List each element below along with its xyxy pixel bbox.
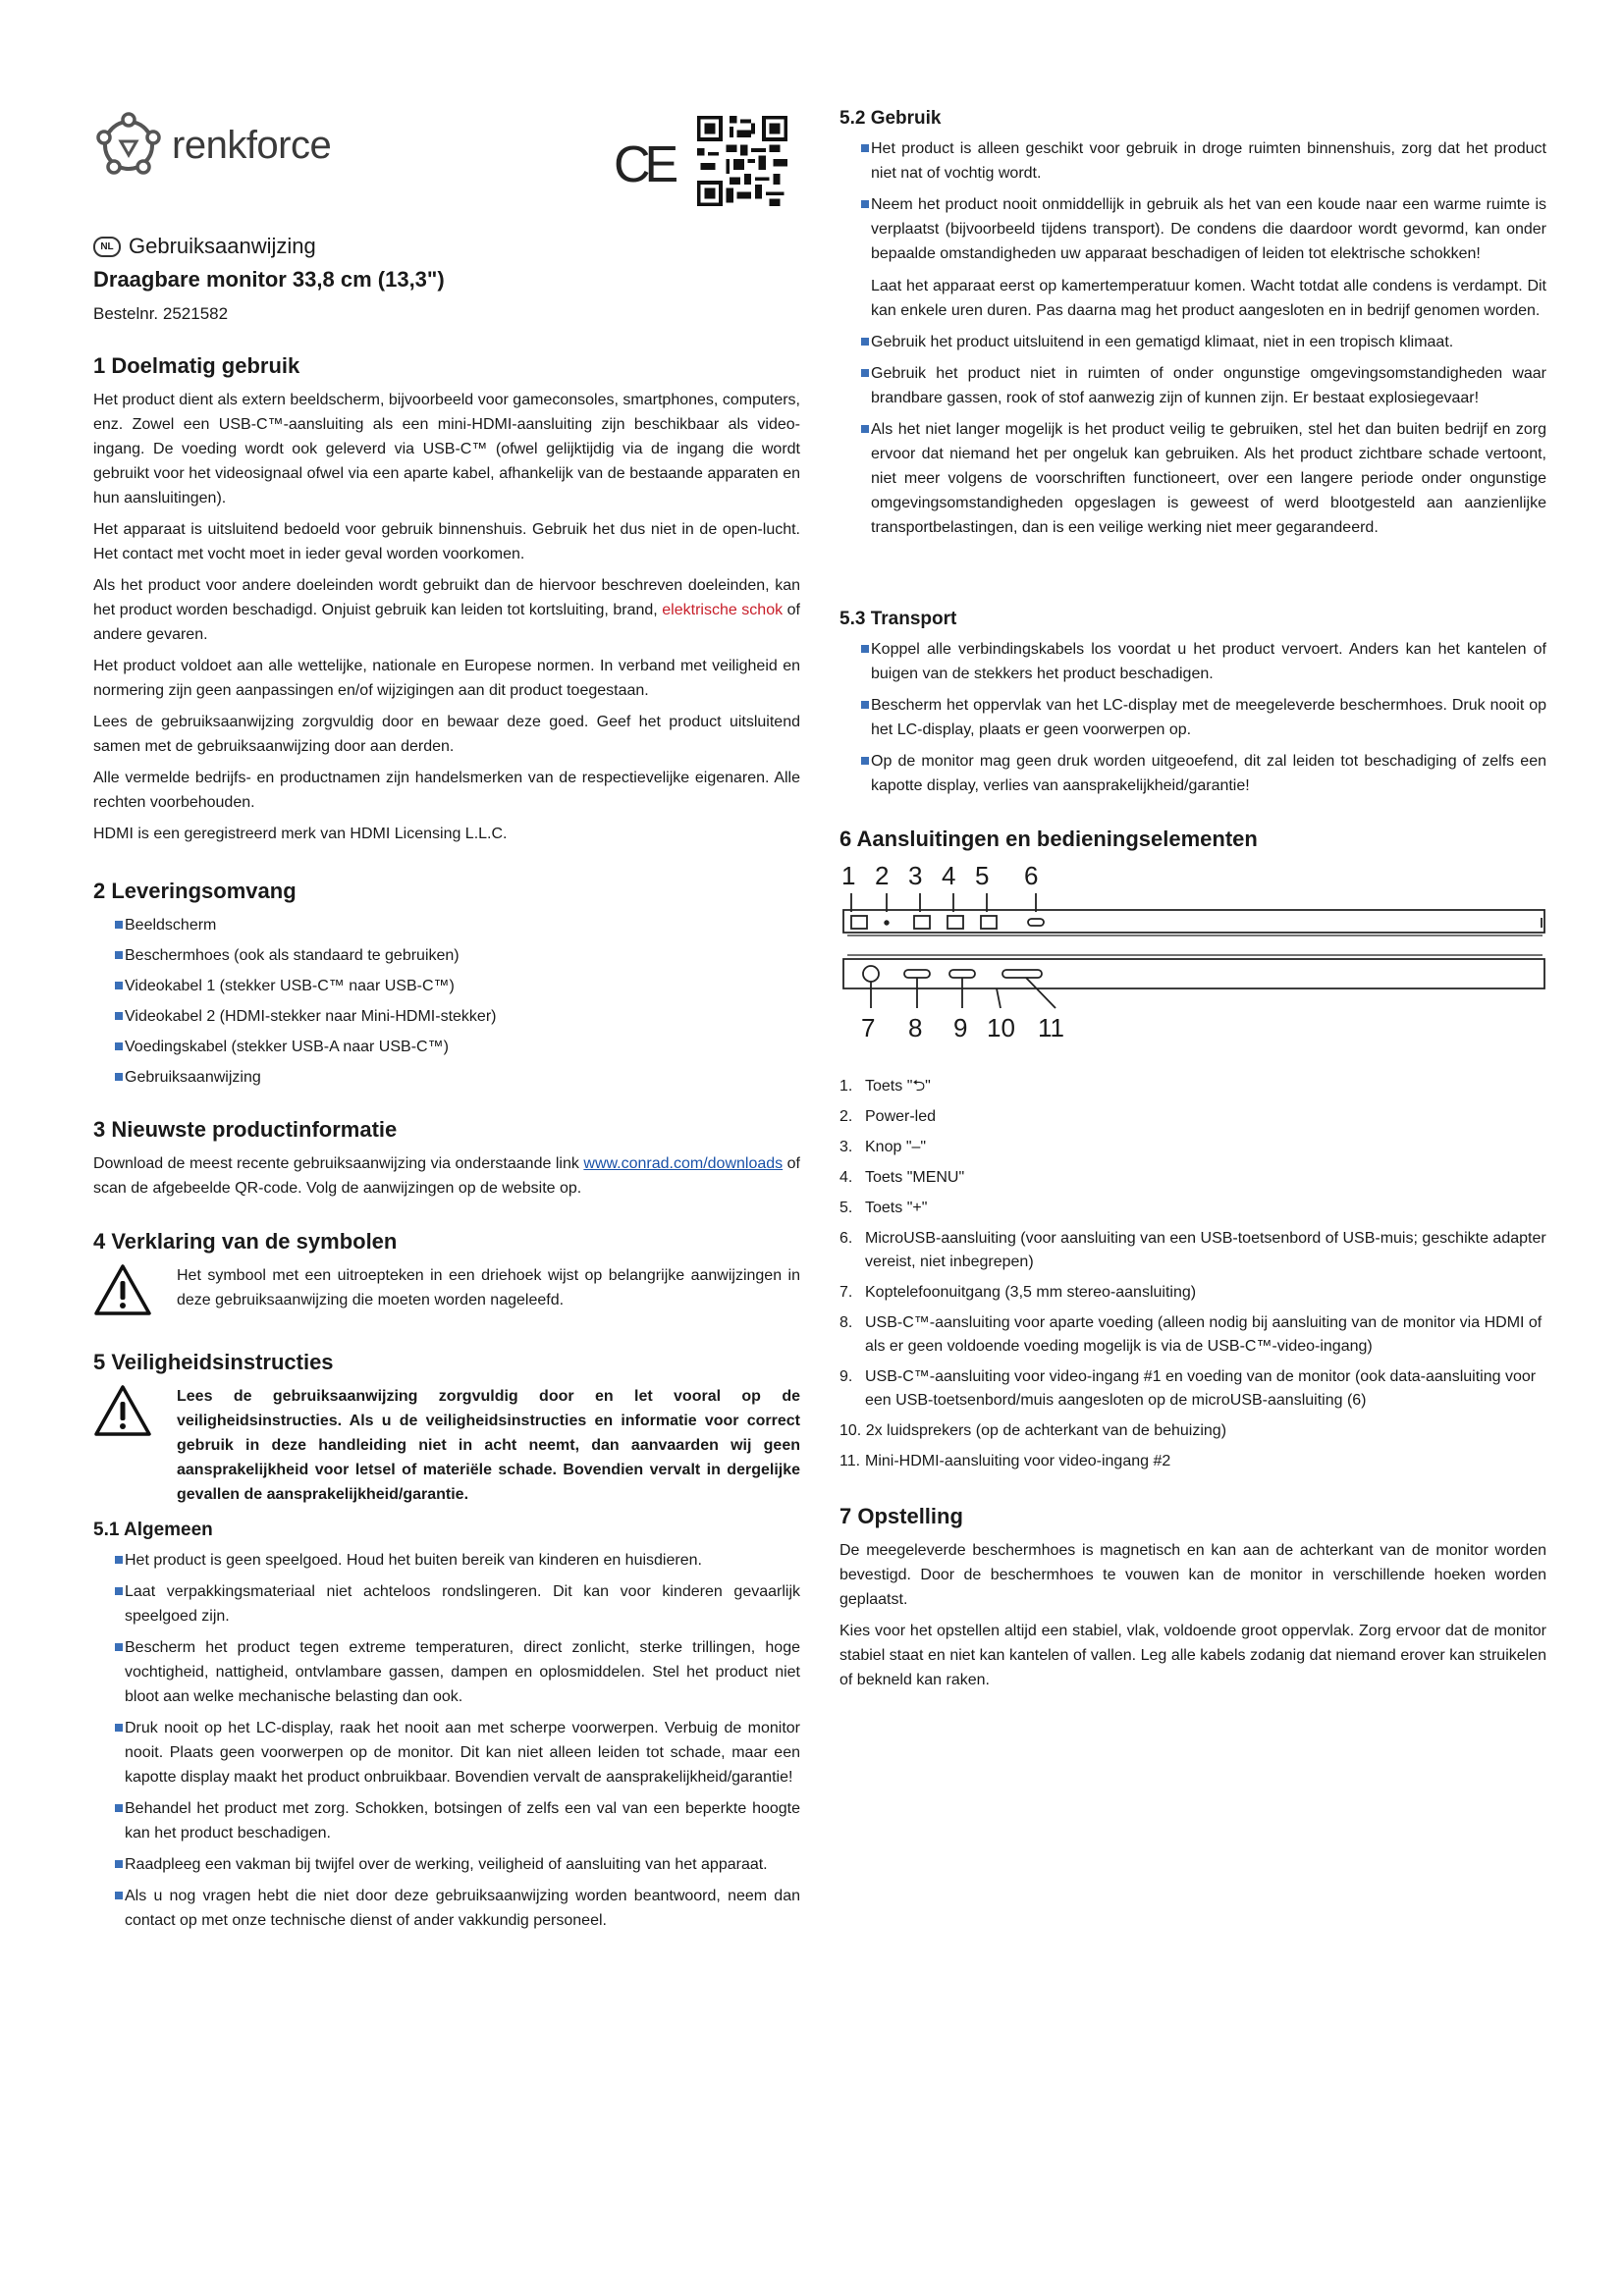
document-type-label: Gebruiksaanwijzing bbox=[129, 234, 316, 258]
section-safety bbox=[93, 1350, 800, 1514]
electric-shock-highlight: elektrische schok bbox=[662, 602, 784, 618]
section-usage bbox=[839, 108, 1546, 547]
diagram-label: 5 bbox=[975, 861, 990, 890]
list-item: Gebruik het product uitsluitend in een gematigd klimaat, niet in een tropisch klimaat. bbox=[839, 330, 1546, 354]
diagram-label: 9 bbox=[953, 1013, 968, 1042]
paragraph: Lees de gebruiksaanwijzing zorgvuldig door en let vooral op de veiligheidsinstructies. Als u de veiligheidsinstructies en informatie voor correct gebruik in deze handleiding niet in acht neemt, dan aanvaarden wij geen aansprakelijkheid voor letsel of materiële schade. Bovendien vervalt in dergelijke gevallen de aansprakelijkheid/garantie. bbox=[177, 1388, 800, 1503]
paragraph: Het product voldoet aan alle wettelijke, nationale en Europese normen. In verband met veiligheid en normering zijn geen aanpassingen en/of wijzigingen aan dit product toegestaan. bbox=[93, 658, 800, 699]
list-item: Druk nooit op het LC-display, raak het nooit aan met scherpe voorwerpen. Verbuig de monitor nooit. Plaats geen voorwerpen op de monitor. Dit kan niet alleen leiden tot schade, maar een kapotte display maakt het product onbruikbaar. Bovendien vervalt de aansprakelijkheid/garantie! bbox=[93, 1716, 800, 1789]
document-type bbox=[93, 234, 316, 259]
bullet-icon bbox=[115, 1892, 123, 1899]
list-item: 3. Knop "–" bbox=[839, 1139, 927, 1155]
bullet-icon bbox=[115, 1724, 123, 1732]
diagram-label: 7 bbox=[861, 1013, 876, 1042]
diagram-label: 8 bbox=[908, 1013, 923, 1042]
bullet-icon bbox=[861, 645, 869, 653]
section-heading: 7 Opstelling bbox=[839, 1504, 963, 1528]
bullet-icon bbox=[115, 982, 123, 989]
bullet-icon bbox=[861, 701, 869, 709]
section-general bbox=[93, 1520, 800, 1940]
section-heading: 1 Doelmatig gebruik bbox=[93, 353, 300, 378]
list-item: Behandel het product met zorg. Schokken, botsingen of zelfs een val van een beperkte hoogte kan het product beschadigen. bbox=[93, 1796, 800, 1845]
connections-list bbox=[839, 1075, 1546, 1473]
list-item: 8. USB-C™-aansluiting voor aparte voeding (alleen nodig bij aansluiting van de monitor via HDMI of als er geen voldoende voeding mogelijk is via de USB-C™-video-ingang) bbox=[839, 1314, 1543, 1355]
bullet-icon bbox=[115, 1073, 123, 1081]
list-item: 6. MicroUSB-aansluiting (voor aansluiting van een USB-toetsenbord of USB-muis; geschikte adapter vereist, niet inbegrepen) bbox=[839, 1230, 1546, 1270]
brand-logo bbox=[93, 110, 331, 181]
paragraph: Het product dient als extern beeldscherm, bijvoorbeeld voor gameconsoles, smartphones, computers, enz. Zowel een USB-C™-aansluiting als een mini-HDMI-aansluiting zijn beschikbaar als video-ingang. De voeding wordt ook geleverd via USB-C™ (ofwel gelijktijdig via de ingang die wordt gebruikt voor het videosignaal ofwel via een aparte kabel, afhankelijk van de bestaande apparaten en hun aansluitingen). bbox=[93, 392, 800, 507]
section-product-info bbox=[93, 1117, 800, 1207]
warning-triangle-icon bbox=[93, 1384, 152, 1437]
section-intended-use bbox=[93, 353, 800, 853]
list-item: Als u nog vragen hebt die niet door deze gebruiksaanwijzing worden beantwoord, neem dan contact op met onze technische dienst of ander vakkundig personeel. bbox=[93, 1884, 800, 1933]
bullet-icon bbox=[861, 338, 869, 346]
list-item: Gebruiksaanwijzing bbox=[93, 1065, 800, 1090]
diagram-label: 3 bbox=[908, 861, 923, 890]
qr-code-icon bbox=[697, 116, 787, 206]
list-item: Beschermhoes (ook als standaard te gebruiken) bbox=[93, 943, 800, 968]
list-item-continuation: Laat het apparaat eerst op kamertemperatuur komen. Wacht totdat alle condens is verdampt. Dit kan enkele uren duren. Pas daarna mag het product aangesloten en in bedrijf genomen worden. bbox=[871, 278, 1546, 319]
delivery-list bbox=[93, 913, 800, 1090]
bullet-icon bbox=[115, 1804, 123, 1812]
section-transport bbox=[839, 609, 1546, 805]
section-heading: 6 Aansluitingen en bedieningselementen bbox=[839, 827, 1258, 851]
paragraph: Het apparaat is uitsluitend bedoeld voor gebruik binnenshuis. Gebruik het dus niet in de open-lucht. Het contact met vocht moet in ieder geval worden voorkomen. bbox=[93, 521, 800, 562]
bullet-icon bbox=[115, 1860, 123, 1868]
bullet-icon bbox=[861, 369, 869, 377]
list-item: 5. Toets "+" bbox=[839, 1200, 928, 1216]
list-item: Raadpleeg een vakman bij twijfel over de werking, veiligheid of aansluiting van het apparaat. bbox=[93, 1852, 800, 1877]
section-heading: 4 Verklaring van de symbolen bbox=[93, 1229, 398, 1254]
list-item: Bescherm het product tegen extreme temperaturen, direct zonlicht, sterke trillingen, hoge vochtigheid, nattigheid, ontvlambare gassen, dampen en oplosmiddelen. Stel het product niet bloot aan welke mechanische belasting dan ook. bbox=[93, 1635, 800, 1709]
section-setup bbox=[839, 1504, 1546, 1699]
paragraph: Download de meest recente gebruiksaanwijzing via onderstaande link www.conrad.com/downloads of scan de afgebeelde QR-code. Volg de aanwijzingen op de website op. bbox=[93, 1155, 800, 1197]
bullet-icon bbox=[861, 425, 869, 433]
paragraph: De meegeleverde beschermhoes is magnetisch en kan aan de achterkant van de monitor worden bevestigd. Door de beschermhoes te vouwen kan de monitor in verschillende hoeken worden geplaatst. bbox=[839, 1542, 1546, 1608]
bullet-icon bbox=[115, 1556, 123, 1564]
diagram-label: 10 bbox=[987, 1013, 1015, 1042]
usage-list bbox=[839, 136, 1546, 540]
diagram-label: 1 bbox=[841, 861, 856, 890]
list-item: Het product is alleen geschikt voor gebruik in droge ruimten binnenshuis, zorg dat het product niet nat of vochtig wordt. bbox=[839, 136, 1546, 186]
paragraph: Lees de gebruiksaanwijzing zorgvuldig door en bewaar deze goed. Geef het product uitsluitend samen met de gebruiksaanwijzing door aan derden. bbox=[93, 714, 800, 755]
list-item: Koppel alle verbindingskabels los voordat u het product vervoert. Anders kan het kantelen of buigen van de stekkers het product beschadigen. bbox=[839, 637, 1546, 686]
left-column bbox=[93, 0, 801, 1929]
transport-list bbox=[839, 637, 1546, 798]
diagram-label: 11 bbox=[1038, 1013, 1064, 1042]
bullet-icon bbox=[115, 921, 123, 929]
subsection-heading: 5.3 Transport bbox=[839, 609, 957, 629]
subsection-heading: 5.1 Algemeen bbox=[93, 1520, 213, 1540]
paragraph: HDMI is een geregistreerd merk van HDMI Licensing L.L.C. bbox=[93, 826, 508, 842]
subsection-heading: 5.2 Gebruik bbox=[839, 108, 942, 129]
bullet-icon bbox=[115, 1587, 123, 1595]
paragraph: Als het product voor andere doeleinden wordt gebruikt dan de hiervoor beschreven doeleinden, kan het product worden beschadigd. Onjuist gebruik kan leiden tot kortsluiting, brand, elektrische schok of andere gevaren. bbox=[93, 577, 801, 643]
list-item: 11. Mini-HDMI-aansluiting voor video-ingang #2 bbox=[839, 1453, 1171, 1469]
section-heading: 3 Nieuwste productinformatie bbox=[93, 1117, 398, 1142]
renkforce-logo-icon bbox=[93, 110, 164, 181]
bullet-icon bbox=[861, 757, 869, 765]
section-heading: 2 Leveringsomvang bbox=[93, 879, 297, 903]
paragraph: Kies voor het opstellen altijd een stabiel, vlak, voldoende groot oppervlak. Zorg ervoor dat de monitor stabiel staat en niet kan kantelen of vallen. Leg alle kabels zodanig dat niemand erover kan struikelen of bekneld kan raken. bbox=[839, 1623, 1546, 1688]
bullet-icon bbox=[115, 1012, 123, 1020]
bullet-icon bbox=[115, 1042, 123, 1050]
downloads-link[interactable]: www.conrad.com/downloads bbox=[583, 1155, 784, 1172]
diagram-label: 6 bbox=[1024, 861, 1039, 890]
ce-mark: CE bbox=[614, 136, 674, 193]
paragraph: Alle vermelde bedrijfs- en productnamen zijn handelsmerken van de respectievelijke eigenaren. Alle rechten voorbehouden. bbox=[93, 770, 800, 811]
list-item: Het product is geen speelgoed. Houd het buiten bereik van kinderen en huisdieren. bbox=[93, 1548, 800, 1573]
list-item: Voedingskabel (stekker USB-A naar USB-C™) bbox=[93, 1035, 800, 1059]
section-connections bbox=[839, 827, 1546, 1480]
header bbox=[93, 0, 800, 323]
list-item: Gebruik het product niet in ruimten of onder ongunstige omgevingsomstandigheden waar brandbare gassen, rook of stof aanwezig zijn of kunnen zijn. Er bestaat explosiegevaar! bbox=[839, 361, 1546, 410]
list-item: Op de monitor mag geen druk worden uitgeoefend, dit zal leiden tot beschadiging of zelfs een kapotte display, verlies van aansprakelijkheid/garantie! bbox=[839, 749, 1546, 798]
list-item: Als het niet langer mogelijk is het product veilig te gebruiken, stel het dan buiten bedrijf en zorg ervoor dat niemand het per ongeluk kan gebruiken. Als het product zichtbare schade vertoont, niet meer volgens de voorschriften functioneert, over een langere periode onder ongunstige omgevingsomstandigheden opgeslagen is geweest of werd blootgesteld aan aanzienlijke transportbelastingen, dan is een veilige werking niet meer gegarandeerd. bbox=[839, 417, 1546, 540]
monitor-diagram bbox=[839, 861, 1546, 1057]
symbol-explanation bbox=[93, 1263, 800, 1326]
list-item: 9. USB-C™-aansluiting voor video-ingang #1 en voeding van de monitor (ook data-aansluiting voor een USB-toetsenbord/muis aangesloten op de microUSB-aansluiting (6) bbox=[839, 1368, 1537, 1409]
list-item: Videokabel 1 (stekker USB-C™ naar USB-C™) bbox=[93, 974, 800, 998]
list-item: 2. Power-led bbox=[839, 1108, 937, 1125]
bullet-icon bbox=[115, 1643, 123, 1651]
language-badge: NL bbox=[93, 237, 121, 257]
order-number: Bestelnr. 2521582 bbox=[93, 304, 229, 323]
document-title: Draagbare monitor 33,8 cm (13,3") bbox=[93, 267, 445, 292]
list-item: Bescherm het oppervlak van het LC-display met de meegeleverde beschermhoes. Druk nooit op het LC-display, plaats er geen voorwerpen op. bbox=[839, 693, 1546, 742]
list-item: 10. 2x luidsprekers (op de achterkant van de behuizing) bbox=[839, 1422, 1227, 1439]
diagram-label: 4 bbox=[942, 861, 956, 890]
list-item: 4. Toets "MENU" bbox=[839, 1169, 965, 1186]
bullet-icon bbox=[861, 200, 869, 208]
general-list bbox=[93, 1548, 800, 1933]
list-item: Laat verpakkingsmateriaal niet achteloos rondslingeren. Dit kan voor kinderen gevaarlijk speelgoed zijn. bbox=[93, 1579, 800, 1629]
warning-triangle-icon bbox=[93, 1263, 152, 1316]
monitor-side-views bbox=[839, 861, 1546, 1057]
list-item: Beeldscherm bbox=[93, 913, 800, 937]
diagram-label: 2 bbox=[875, 861, 890, 890]
list-item: 7. Koptelefoonuitgang (3,5 mm stereo-aansluiting) bbox=[839, 1284, 1197, 1301]
section-symbols bbox=[93, 1229, 800, 1326]
section-scope-of-delivery bbox=[93, 879, 800, 1095]
list-item: 1. Toets "⮌" bbox=[839, 1078, 931, 1095]
safety-warning bbox=[93, 1384, 800, 1507]
bullet-icon bbox=[115, 951, 123, 959]
list-item: Videokabel 2 (HDMI-stekker naar Mini-HDMI-stekker) bbox=[93, 1004, 800, 1029]
list-item: Neem het product nooit onmiddellijk in gebruik als het van een koude naar een warme ruimte is verplaatst (bijvoorbeeld tijdens transport). De condens die daardoor wordt gevormd, kan onder bepaalde omstandigheden uw apparaat beschadigen of leiden tot elektrische schokken! Laat het apparaat eerst op kamertemperatuur komen. Wacht totdat alle condens is verdampt. Dit kan enkele uren duren. Pas daarna mag het product aangesloten en in bedrijf genomen worden. bbox=[839, 192, 1546, 323]
section-heading: 5 Veiligheidsinstructies bbox=[93, 1350, 334, 1374]
paragraph: Het symbool met een uitroepteken in een driehoek wijst op belangrijke aanwijzingen in deze gebruiksaanwijzing die moeten worden nageleefd. bbox=[177, 1267, 800, 1308]
brand-name: renkforce bbox=[172, 123, 332, 167]
bullet-icon bbox=[861, 144, 869, 152]
